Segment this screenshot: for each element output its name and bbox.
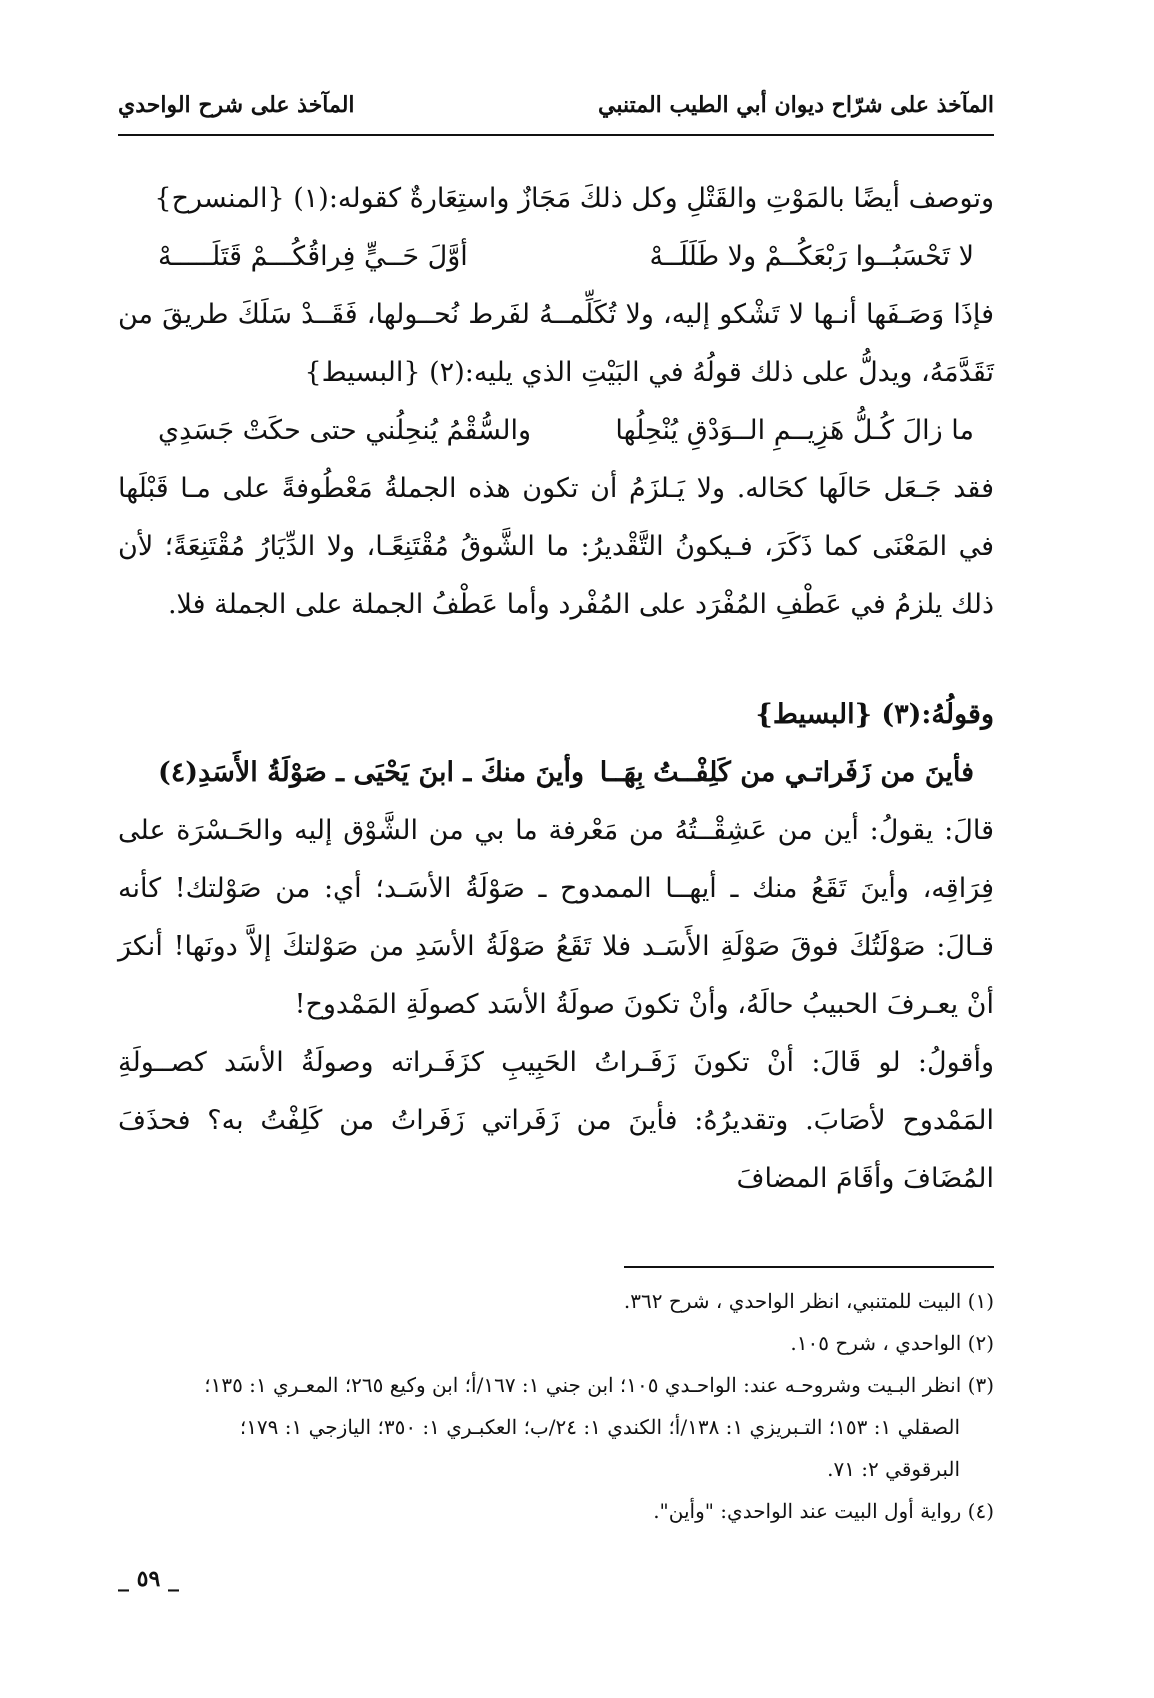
running-header-title: المآخذ على شرّاح ديوان أبي الطيب المتنبي (598, 92, 994, 118)
footnote-2: (٢) الواحدي ، شرح ١٠٥. (790, 1331, 994, 1355)
footnote-4: (٤) رواية أول البيت عند الواحدي: "وأين". (653, 1499, 994, 1523)
footnote-rule (624, 1266, 994, 1268)
section-gap (118, 634, 994, 686)
page-number: _ ٥٩ _ (118, 1566, 179, 1592)
header-rule (118, 134, 994, 136)
verse-2 (118, 402, 994, 460)
verse-1 (118, 228, 994, 286)
paragraph-4-heading: وقولُهُ:(٣) {البسيط} (755, 699, 994, 730)
footnote-3: (٣) انظر البـيت وشروحـه عند: الواحـدي ١٠٥؛ ابن جني ١: ١٦٧/أ؛ ابن وكيع ٢٦٥؛ المعـري ١: ١٣٥؛ (204, 1373, 994, 1397)
paragraph-3: فقد جَـعَل حَالَها كحَاله. ولا يَـلزَمُ أن تكون هذه الجملةُ مَعْطُوفةً على مـا قَبْلَها في المَعْنَى كما ذَكَرَ، فـيكونُ التَّقْديرُ: ما الشَّوقُ مُقْتَنِعًـا، ولا الدِّيَارُ مُقْتَنِعَةً؛ لأن ذلك يلزمُ في عَطْفِ المُفْرَد على المُفْرد وأما عَطْفُ الجملة على الجملة فلا. (118, 473, 994, 620)
verse-3-first-hemistich: فأينَ من زَفَراتـي من كَلِفْــتُ بِهَــا (599, 757, 974, 788)
verse-3-second-hemistich: وأينَ منكَ ـ ابنَ يَحْيَى ـ صَوْلَةُ الأَسَدِ(٤) (158, 757, 585, 788)
paragraph-2: فإذَا وَصَـفَها أنـها لا تَشْكو إليه، ولا تُكَلِّمــهُ لفَرط نُحــولها، فَقَــدْ سَلَكَ طريقَ من تَقَدَّمَهُ، ويدلُّ على ذلك قولُهُ في البَيْتِ الذي يليه:(٢) {البسيط} (118, 299, 994, 388)
footnote-3-end: البرقوقي ٢: ٧١. (827, 1457, 960, 1481)
verse-3 (118, 744, 994, 802)
verse-1-second-hemistich: أوَّلَ حَــيٍّ فِراقُكُـــمْ قَتَلَـــــهْ (158, 241, 468, 272)
paragraph-5: قالَ: يقولُ: أين من عَشِقْــتُهُ من مَعْرفة ما بي من الشَّوْق إليه والحَـسْرَة على فِرَاقِه، وأينَ تَقَعُ منك ـ أيهــا الممدوح ـ صَوْلَةُ الأسَـد؛ أي: من صَوْلتك! كأنه قـالَ: صَوْلَتُكَ فوقَ صَوْلَةِ الأَسَـد فلا تَقَعُ صَوْلَةُ الأسَدِ من صَوْلتكَ إلاَّ دونَها! أنكرَ أنْ يعـرفَ الحبيبُ حالَهُ، وأنْ تكونَ صولَةُ الأسَد كصولَةِ المَمْدوح! (118, 815, 994, 1020)
paragraph-6: وأقولُ: لو قَالَ: أنْ تكونَ زَفَـراتُ الحَبِيبِ كزَفَـراته وصولَةُ الأسَد كصــولَةِ المَمْدوح لأصَابَ. وتقديرُهُ: فأينَ من زَفَراتي زَفَراتُ من كَلِفْتُ به؟ فحذَفَ المُضَافَ وأقَامَ المضافَ (118, 1047, 994, 1194)
verse-2-second-hemistich: والسُّقْمُ يُنحِلُني حتى حكَتْ جَسَدِي (158, 415, 532, 446)
footnote-1: (١) البيت للمتنبي، انظر الواحدي ، شرح ٣٦٢. (623, 1289, 994, 1313)
verse-2-first-hemistich: ما زالَ كُـلُّ هَزِيــمِ الــوَدْقِ يُنْحِلُها (615, 415, 974, 446)
footnote-3-continued: الصقلي ١: ١٥٣؛ التـبريزي ١: ١٣٨/أ؛ الكندي ١: ٢٤/ب؛ العكبـري ١: ٣٥٠؛ اليازجي ١: ١٧٩؛ (239, 1415, 960, 1439)
verse-1-first-hemistich: لا تَحْسَبُــوا رَبْعَكُــمْ ولا طَلَلَــهْ (649, 241, 974, 272)
main-text (118, 170, 994, 1208)
paragraph-1: وتوصف أيضًا بالمَوْتِ والقَتْلِ وكل ذلكَ مَجَازٌ واستِعَارةٌ كقوله:(١) {المنسرح} (154, 183, 994, 214)
running-header-section: المآخذ على شرح الواحدي (118, 92, 355, 118)
footnotes (118, 1280, 994, 1532)
